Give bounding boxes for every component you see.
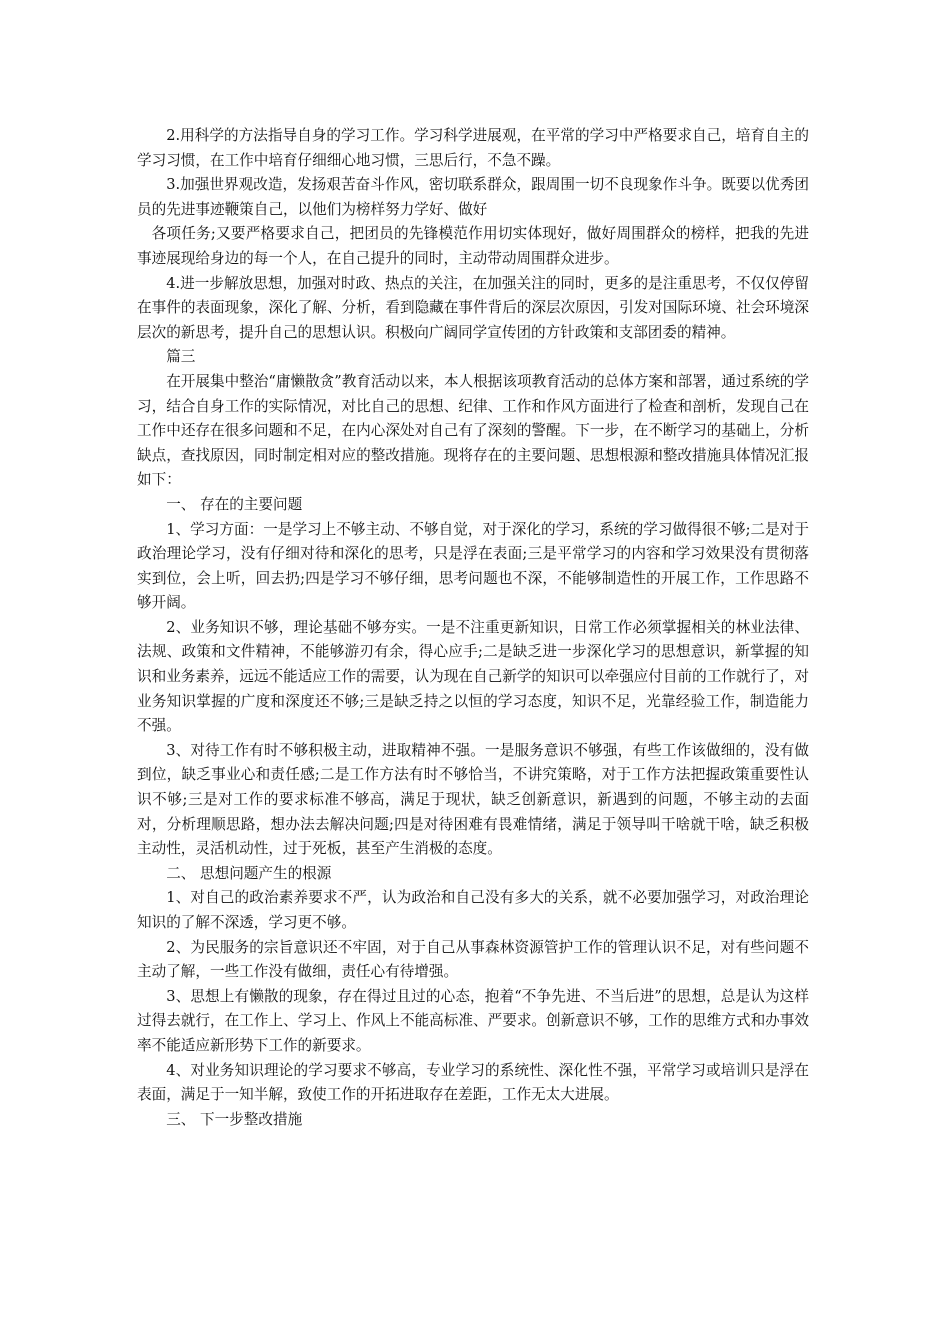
- paragraph-item-3-continued: 各项任务;又要严格要求自己，把团员的先锋模范作用切实体现好，做好周围群众的榜样，把我的先进事迹展现给身边的每一个人，在自己提升的同时，主动带动周围群众进步。: [137, 225, 809, 267]
- intro-paragraph: 在开展集中整治“庸懒散贪”教育活动以来，本人根据该项教育活动的总体方案和部署，通过系统的学习，结合自身工作的实际情况，对比自己的思想、纪律、工作和作风方面进行了检查和剖析，发现自己在工作中还存在很多问题和不足，在内心深处对自己有了深刻的警醒。下一步，在不断学习的基础上，分析缺点，查找原因，同时制定相对应的整改措施。现将存在的主要问题、思想根源和整改措施具体情况汇报如下：: [137, 372, 809, 489]
- problem-item-1: 1、学习方面：一是学习上不够主动、不够自觉，对于深化的学习，系统的学习做得很不够;二是对于政治理论学习，没有仔细对待和深化的思考，只是浮在表面;三是平常学习的内容和学习效果没有贯彻落实到位，会上听，回去扔;四是学习不够仔细，思考问题也不深，不能够制造性的开展工作，工作思路不够开阔。: [137, 520, 809, 612]
- paragraph-item-3: 3.加强世界观改造，发扬艰苦奋斗作风，密切联系群众，跟周围一切不良现象作斗争。既要以优秀团员的先进事迹鞭策自己，以他们为榜样努力学好、做好: [137, 176, 809, 218]
- cause-item-4: 4、对业务知识理论的学习要求不够高，专业学习的系统性、深化性不强，平常学习或培训只是浮在表面，满足于一知半解，致使工作的开拓进取存在差距，工作无太大进展。: [137, 1061, 809, 1104]
- paragraph-item-2: 2.用科学的方法指导自身的学习工作。学习科学进展观，在平常的学习中严格要求自己，培育自主的学习习惯，在工作中培育仔细细心地习惯，三思后行，不急不躁。: [137, 127, 809, 169]
- heading-main-problems: 一、 存在的主要问题: [166, 495, 303, 513]
- cause-item-1: 1、对自己的政治素养要求不严，认为政治和自己没有多大的关系，就不必要加强学习，对政治理论知识的了解不深透，学习更不够。: [137, 889, 809, 931]
- paragraph-item-4: 4.进一步解放思想，加强对时政、热点的关注，在加强关注的同时，更多的是注重思考，不仅仅停留在事件的表面现象，深化了解、分析，看到隐藏在事件背后的深层次原因，引发对国际环境、社会环境深层次的新思考，提升自己的思想认识。积极向广阔同学宣传团的方针政策和支部团委的精神。: [137, 274, 809, 341]
- cause-item-2: 2、为民服务的宗旨意识还不牢固，对于自己从事森林资源管护工作的管理认识不足，对有些问题不主动了解，一些工作没有做细，责任心有待增强。: [137, 938, 809, 981]
- section-title-part-three: 篇三: [166, 348, 196, 366]
- problem-item-2: 2、业务知识不够，理论基础不够夯实。一是不注重更新知识，日常工作必须掌握相关的林业法律、法规、政策和文件精神，不能够游刃有余，得心应手;二是缺乏进一步深化学习的思想意识，新掌握的知识和业务素养，远远不能适应工作的需要，认为现在自己新学的知识可以牵强应付目前的工作就行了，对业务知识掌握的广度和深度还不够;三是缺乏持之以恒的学习态度，知识不足，光靠经验工作，制造能力不强。: [137, 618, 809, 735]
- cause-item-3: 3、思想上有懒散的现象，存在得过且过的心态，抱着“不争先进、不当后进”的思想，总是认为这样过得去就行，在工作上、学习上、作风上不能高标准、严要求。创新意识不够，工作的思维方式和办事效率不能适应新形势下工作的新要求。: [137, 987, 809, 1054]
- problem-item-3: 3、对待工作有时不够积极主动，进取精神不强。一是服务意识不够强，有些工作该做细的，没有做到位，缺乏事业心和责任感;二是工作方法有时不够恰当，不讲究策略，对于工作方法把握政策重要性认识不够;三是对工作的要求标准不够高，满足于现状，缺乏创新意识，新遇到的问题，不够主动的去面对，分析理顺思路，想办法去解决问题;四是对待困难有畏难情绪，满足于领导叫干啥就干啥，缺乏积极主动性，灵活机动性，过于死板，甚至产生消极的态度。: [137, 741, 809, 858]
- heading-next-steps: 三、 下一步整改措施: [166, 1110, 303, 1128]
- heading-root-causes: 二、 思想问题产生的根源: [166, 864, 332, 882]
- document-body: [137, 124, 809, 1132]
